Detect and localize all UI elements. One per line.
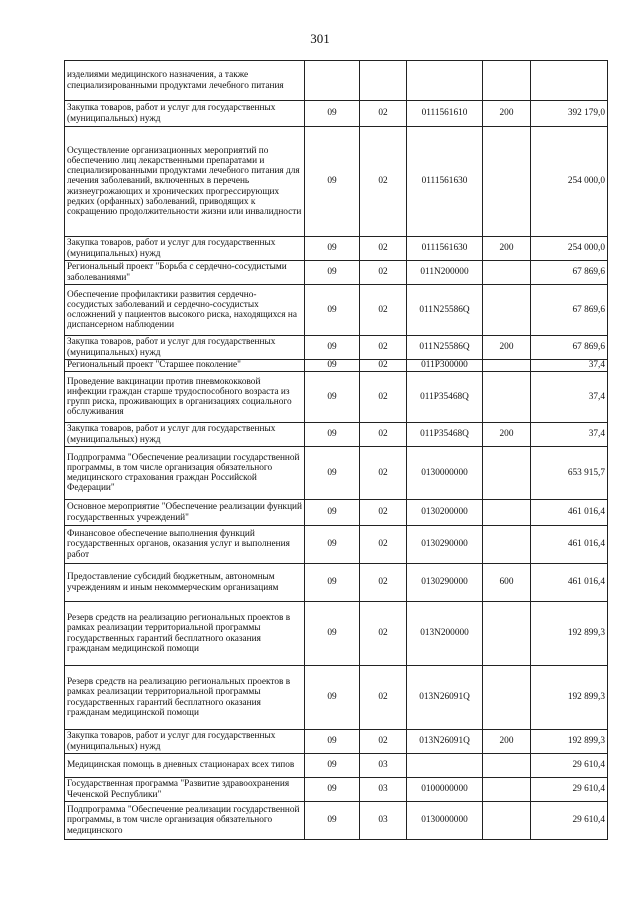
table-row <box>65 237 608 261</box>
subsection-code-cell: 02 <box>360 666 407 730</box>
amount-cell: 653 915,7 <box>531 447 608 500</box>
target-article-cell: 011P35468Q <box>407 372 483 423</box>
section-code-cell: 09 <box>305 754 360 778</box>
expense-type-cell <box>483 261 531 285</box>
subsection-code-cell: 03 <box>360 802 407 840</box>
section-code-cell: 09 <box>305 261 360 285</box>
target-article-cell: 0111561610 <box>407 101 483 127</box>
table-row <box>65 730 608 754</box>
table-row <box>65 754 608 778</box>
target-article-cell: 0111561630 <box>407 237 483 261</box>
table-row <box>65 336 608 360</box>
amount-cell: 392 179,0 <box>531 101 608 127</box>
expense-type-cell <box>483 500 531 526</box>
expense-name-cell: Медицинская помощь в дневных стационарах всех типов <box>65 754 305 778</box>
expense-type-cell: 200 <box>483 237 531 261</box>
target-article-cell: 011N25586Q <box>407 336 483 360</box>
budget-table <box>64 60 608 840</box>
section-code-cell: 09 <box>305 602 360 666</box>
target-article-cell: 013N26091Q <box>407 730 483 754</box>
expense-name-cell: Закупка товаров, работ и услуг для государственных (муниципальных) нужд <box>65 730 305 754</box>
section-code-cell: 09 <box>305 372 360 423</box>
amount-cell: 37,4 <box>531 372 608 423</box>
target-article-cell: 0130000000 <box>407 447 483 500</box>
expense-type-cell <box>483 447 531 500</box>
table-row <box>65 261 608 285</box>
subsection-code-cell: 02 <box>360 101 407 127</box>
table-row <box>65 500 608 526</box>
expense-name-cell: Подпрограмма "Обеспечение реализации государственной программы, в том числе организация обязательного медицинского <box>65 802 305 840</box>
section-code-cell: 09 <box>305 423 360 447</box>
expense-name-cell: Закупка товаров, работ и услуг для государственных (муниципальных) нужд <box>65 336 305 360</box>
amount-cell: 254 000,0 <box>531 237 608 261</box>
expense-name-cell: Обеспечение профилактики развития сердечно-сосудистых заболеваний и сердечно-сосудистых осложнений у пациентов высокого риска, находящихся на диспансерном наблюдении <box>65 285 305 336</box>
target-article-cell: 011N25586Q <box>407 285 483 336</box>
expense-type-cell <box>483 372 531 423</box>
subsection-code-cell: 02 <box>360 500 407 526</box>
section-code-cell <box>305 61 360 101</box>
amount-cell: 254 000,0 <box>531 127 608 237</box>
table-row <box>65 360 608 372</box>
table-row <box>65 423 608 447</box>
table-row <box>65 802 608 840</box>
subsection-code-cell: 02 <box>360 730 407 754</box>
subsection-code-cell: 03 <box>360 754 407 778</box>
subsection-code-cell: 02 <box>360 447 407 500</box>
amount-cell: 37,4 <box>531 360 608 372</box>
subsection-code-cell: 02 <box>360 237 407 261</box>
subsection-code-cell: 02 <box>360 336 407 360</box>
expense-name-cell: Резерв средств на реализацию региональных проектов в рамках реализации территориальной программы государственных гарантий бесплатного оказания гражданам медицинской помощи <box>65 666 305 730</box>
expense-name-cell: Региональный проект "Борьба с сердечно-сосудистыми заболеваниями" <box>65 261 305 285</box>
target-article-cell: 0130000000 <box>407 802 483 840</box>
amount-cell: 192 899,3 <box>531 602 608 666</box>
subsection-code-cell: 02 <box>360 285 407 336</box>
target-article-cell: 0111561630 <box>407 127 483 237</box>
expense-name-cell: изделиями медицинского назначения, а также специализированными продуктами лечебного питания <box>65 61 305 101</box>
amount-cell: 461 016,4 <box>531 526 608 564</box>
subsection-code-cell: 02 <box>360 127 407 237</box>
expense-type-cell: 200 <box>483 423 531 447</box>
expense-name-cell: Проведение вакцинации против пневмококковой инфекции граждан старше трудоспособного возраста из групп риска, проживающих в организациях социального обслуживания <box>65 372 305 423</box>
section-code-cell: 09 <box>305 447 360 500</box>
table-row <box>65 61 608 101</box>
table-row <box>65 447 608 500</box>
subsection-code-cell: 02 <box>360 564 407 602</box>
section-code-cell: 09 <box>305 360 360 372</box>
section-code-cell: 09 <box>305 336 360 360</box>
amount-cell: 29 610,4 <box>531 754 608 778</box>
expense-type-cell <box>483 802 531 840</box>
section-code-cell: 09 <box>305 564 360 602</box>
expense-type-cell <box>483 754 531 778</box>
expense-type-cell: 600 <box>483 564 531 602</box>
expense-type-cell <box>483 526 531 564</box>
target-article-cell <box>407 754 483 778</box>
table-row <box>65 602 608 666</box>
expense-name-cell: Государственная программа "Развитие здравоохранения Чеченской Республики" <box>65 778 305 802</box>
section-code-cell: 09 <box>305 500 360 526</box>
expense-name-cell: Закупка товаров, работ и услуг для государственных (муниципальных) нужд <box>65 101 305 127</box>
budget-table-body <box>65 61 608 840</box>
expense-type-cell <box>483 127 531 237</box>
expense-type-cell: 200 <box>483 101 531 127</box>
table-row <box>65 285 608 336</box>
expense-name-cell: Предоставление субсидий бюджетным, автономным учреждениям и иным некоммерческим организациям <box>65 564 305 602</box>
expense-name-cell: Резерв средств на реализацию региональных проектов в рамках реализации территориальной программы государственных гарантий бесплатного оказания гражданам медицинской помощи <box>65 602 305 666</box>
amount-cell: 461 016,4 <box>531 564 608 602</box>
amount-cell: 67 869,6 <box>531 336 608 360</box>
amount-cell: 461 016,4 <box>531 500 608 526</box>
table-row <box>65 526 608 564</box>
amount-cell: 67 869,6 <box>531 285 608 336</box>
amount-cell <box>531 61 608 101</box>
section-code-cell: 09 <box>305 526 360 564</box>
expense-name-cell: Подпрограмма "Обеспечение реализации государственной программы, в том числе организация обязательного медицинского страхования граждан Российской Федерации" <box>65 447 305 500</box>
target-article-cell: 0130290000 <box>407 526 483 564</box>
expense-name-cell: Закупка товаров, работ и услуг для государственных (муниципальных) нужд <box>65 237 305 261</box>
expense-type-cell <box>483 778 531 802</box>
section-code-cell: 09 <box>305 666 360 730</box>
expense-name-cell: Финансовое обеспечение выполнения функций государственных органов, оказания услуг и выполнения работ <box>65 526 305 564</box>
subsection-code-cell: 02 <box>360 261 407 285</box>
subsection-code-cell: 02 <box>360 526 407 564</box>
table-row <box>65 127 608 237</box>
expense-name-cell: Закупка товаров, работ и услуг для государственных (муниципальных) нужд <box>65 423 305 447</box>
section-code-cell: 09 <box>305 802 360 840</box>
expense-type-cell <box>483 285 531 336</box>
expense-type-cell: 200 <box>483 730 531 754</box>
target-article-cell: 011N200000 <box>407 261 483 285</box>
section-code-cell: 09 <box>305 778 360 802</box>
amount-cell: 192 899,3 <box>531 666 608 730</box>
target-article-cell: 011P35468Q <box>407 423 483 447</box>
table-row <box>65 564 608 602</box>
section-code-cell: 09 <box>305 127 360 237</box>
subsection-code-cell: 02 <box>360 372 407 423</box>
expense-name-cell: Основное мероприятие "Обеспечение реализации функций государственных учреждений" <box>65 500 305 526</box>
amount-cell: 192 899,3 <box>531 730 608 754</box>
expense-type-cell <box>483 61 531 101</box>
expense-type-cell: 200 <box>483 336 531 360</box>
subsection-code-cell: 02 <box>360 602 407 666</box>
subsection-code-cell: 02 <box>360 360 407 372</box>
expense-name-cell: Региональный проект "Старшее поколение" <box>65 360 305 372</box>
subsection-code-cell: 03 <box>360 778 407 802</box>
amount-cell: 67 869,6 <box>531 261 608 285</box>
target-article-cell: 0130200000 <box>407 500 483 526</box>
expense-type-cell <box>483 360 531 372</box>
target-article-cell: 013N200000 <box>407 602 483 666</box>
target-article-cell: 013N26091Q <box>407 666 483 730</box>
expense-name-cell: Осуществление организационных мероприятий по обеспечению лиц лекарственными препаратами и специализированными продуктами лечебного питания для лечения заболеваний, включенных в перечень жизнеугрожающих и хронических прогрессирующих редких (орфанных) заболеваний, приводящих к сокращению продолжительности жизни или инвалидности <box>65 127 305 237</box>
amount-cell: 29 610,4 <box>531 802 608 840</box>
table-row <box>65 101 608 127</box>
target-article-cell: 0100000000 <box>407 778 483 802</box>
amount-cell: 29 610,4 <box>531 778 608 802</box>
section-code-cell: 09 <box>305 237 360 261</box>
subsection-code-cell <box>360 61 407 101</box>
expense-type-cell <box>483 666 531 730</box>
table-row <box>65 778 608 802</box>
table-row <box>65 666 608 730</box>
target-article-cell: 0130290000 <box>407 564 483 602</box>
table-row <box>65 372 608 423</box>
section-code-cell: 09 <box>305 285 360 336</box>
subsection-code-cell: 02 <box>360 423 407 447</box>
target-article-cell <box>407 61 483 101</box>
section-code-cell: 09 <box>305 101 360 127</box>
target-article-cell: 011P300000 <box>407 360 483 372</box>
page-number: 301 <box>310 31 330 46</box>
expense-type-cell <box>483 602 531 666</box>
section-code-cell: 09 <box>305 730 360 754</box>
amount-cell: 37,4 <box>531 423 608 447</box>
